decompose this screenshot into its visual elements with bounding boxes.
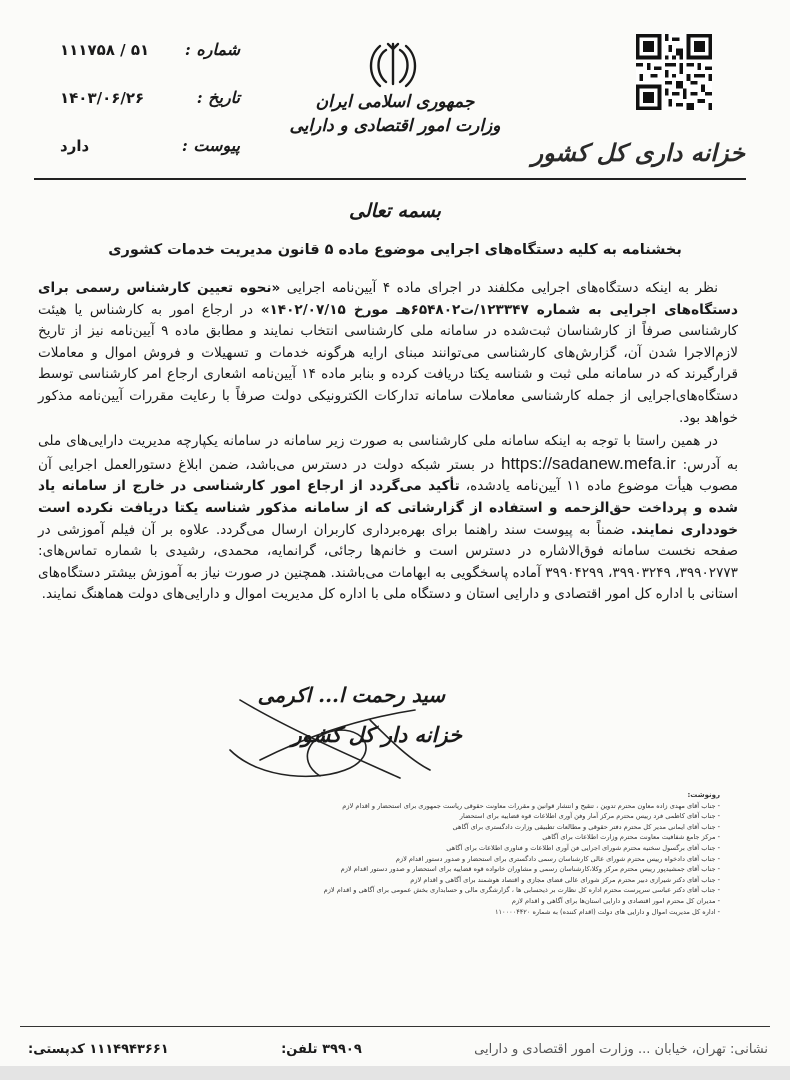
copy-recipient: - جناب آقای کاظمی فرد رییس محترم مرکز آمار وفن آوری اطلاعات قوه قضاییه برای استحضار: [459, 812, 720, 821]
phone-label: تلفن:: [281, 1042, 318, 1057]
phone-value: ۳۹۹۰۹: [322, 1042, 362, 1057]
copy-recipient: - اداره کل مدیریت اموال و دارایی های دولت (اقدام کننده) به شماره ۱۱۰۰۰۰۴۴۲۰: [494, 907, 720, 916]
p2-emphasis: تأکید می‌گردد از ارجاع امور کارشناسی در خارج از سامانه یاد شده و پرداخت حق‌الزحمه و استفاده از گزارشاتی که از سامانه مذکور شناسه یکتا دریافت نکرده است خودداری نمایند.: [38, 478, 738, 538]
letter-number-row: [60, 40, 240, 59]
body-paragraph-2: [38, 431, 738, 606]
letter-number-label: شماره :: [184, 40, 240, 59]
p2-rest: ضمناً به پیوست سند راهنما برای بهره‌برداری کاربران ارسال می‌گردد. علاوه بر آن فیلم آموزشی در صفحه نخست سامانه فوق‌الاشاره در دسترس است و خانم‌ها رجائی، گرانمایه، محمدی، رشیدی با شماره تماس‌های: ۳۹۹۰۲۷۷۳، ۳۹۹۰۳۲۴۹، ۳۹۹۰۴۲۹۹ آماده پاسخگویی به ابهامات می‌باشند. همچنین در صورت نیاز به آموزش بیشتر دستگاه‌های استانی با اداره کل امور اقتصادی و دارایی استان و دستگاه ملی با اداره کل مدیریت اموال و دارایی‌های دولت هماهنگ نمایند.: [38, 521, 738, 603]
p1-regulation-title: «نحوه تعیین کارشناس رسمی برای دستگاه‌های اجرایی به شماره ۱۲۳۳۴۷/ت۶۵۴۸۰۲هـ مورخ ۱۴۰۲/۰۷/۱۵»: [38, 280, 738, 318]
system-url-link[interactable]: https://sadanew.mefa.ir: [501, 453, 676, 473]
attachment-label: پیوست :: [181, 136, 240, 155]
treasury-org-name: خزانه داری کل کشور: [531, 138, 745, 167]
letter-subject: بخشنامه به کلیه دستگاه‌های اجرایی موضوع ماده ۵ قانون مدیریت خدمات کشوری: [108, 242, 682, 258]
copy-recipient: - مدیران کل محترم امور اقتصادی و دارایی استان‌ها برای آگاهی و اقدام لازم: [511, 896, 720, 905]
attachment-value: دارد: [60, 137, 90, 155]
bismillah-heading: بسمه تعالی: [349, 200, 441, 222]
attachment-row: [60, 136, 240, 155]
letter-date-label: تاریخ :: [196, 88, 240, 107]
signatory-title: خزانه دار کل کشور: [291, 722, 462, 747]
iran-emblem-icon: [366, 40, 420, 90]
copy-recipient: - مرکز جامع شفافیت معاونت محترم وزارت اطلاعات برای آگاهی: [542, 833, 720, 842]
postal-code: [28, 1042, 169, 1057]
phone: [281, 1042, 362, 1057]
footer-divider: [20, 1026, 770, 1027]
copy-recipient: - جناب آقای مهدی زاده معاون محترم تدوین ، تنقیح و انتشار قوانین و مقررات معاونت حقوقی ریاست جمهوری برای استحضار و اقدام لازم: [342, 801, 720, 810]
letter-date-value: ۱۴۰۳/۰۶/۲۶: [60, 89, 145, 107]
copies-heading: رونوشت:: [687, 791, 720, 799]
postal-code-label: کدپستی:: [28, 1042, 85, 1057]
p2-middle: در بستر شبکه دولت در دسترس می‌باشد، ضمن ابلاغ دستورالعمل اجرایی آن مصوب هیأت موضوع ماده ۱۱ آیین‌نامه یادشده،: [38, 456, 738, 495]
copy-recipient: - جناب آقای ایمانی مدیر کل محترم دفتر حقوقی و مطالعات تطبیقی وزارت دادگستری برای آگاهی: [452, 822, 720, 831]
header-divider: [34, 178, 746, 180]
letter-body: [38, 278, 738, 606]
letter-footer: [28, 1042, 768, 1057]
copy-recipient: - جناب آقای دکتر عباسی سرپرست محترم اداره کل نظارت بر ذیحسابی ها ، گزارشگری مالی و حسابداری بخش عمومی برای آگاهی و اقدام لازم: [323, 886, 720, 895]
p1-intro: نظر به اینکه دستگاه‌های اجرایی مکلفند در اجرای ماده ۴ آیین‌نامه اجرایی: [280, 280, 718, 296]
copies-list: [300, 790, 720, 917]
copy-recipient: - جناب آقای جمشیدپور رییس محترم مرکز وکلا،کارشناسان رسمی و مشاوران خانواده قوه قضاییه برای استحضار و صدور دستور اقدام لازم: [340, 865, 720, 874]
bottom-band: [0, 1066, 790, 1080]
letter-date-row: [60, 88, 240, 107]
postal-code-value: ۱۱۱۴۹۴۳۶۶۱: [89, 1042, 169, 1057]
body-paragraph-1: [38, 278, 738, 429]
copy-recipient: - جناب آقای برگسول سخنیه محترم شورای اجرایی فن آوری اطلاعات و فناوری اطلاعات برای آگاهی: [446, 843, 720, 852]
ministry-name: وزارت امور اقتصادی و دارایی: [289, 116, 501, 136]
government-name: جمهوری اسلامی ایران: [315, 92, 475, 112]
letter-number-value: ۵۱ / ۱۱۱۷۵۸: [60, 41, 150, 59]
qr-code-icon: [636, 34, 712, 110]
copy-recipient: - جناب آقای دادخواه رییس محترم شورای عالی کارشناسان رسمی دادگستری برای استحضار و صدور دستور اقدام لازم: [395, 854, 720, 863]
address: نشانی: تهران، خیابان ... وزارت امور اقتصادی و دارایی: [474, 1042, 768, 1057]
p2-intro: در همین راستا با توجه به اینکه سامانه ملی کارشناسی به صورت زیر سامانه در سامانه یکپارچه مدیریت دارایی‌های ملی به آدرس:: [38, 433, 738, 473]
copy-recipient: - جناب آقای دکتر شیرازی دبیر محترم مرکز شورای عالی فضای مجازی و اقتصاد هوشمند برای آگاهی و اقدام لازم: [410, 875, 720, 884]
signatory-name: سید رحمت ا... اکرمی: [257, 683, 445, 707]
p1-rest: در ارجاع امور به کارشناس یا هیئت کارشناسی صرفاً از کارشناسان ثبت‌شده در سامانه ملی کارشناسی انتخاب نمایند و مطابق ماده ۹ آیین‌نامه نیز از تاریخ لازم‌الاجرا شدن آن، گزارش‌های کارشناسی می‌توانند مبنای ارایه هرگونه خدمات و تسهیلات و فروش اموال و معاملات قرارگیرند که در سامانه ملی ثبت و شناسه یکتا دریافت کرده و بنابر ماده ۱۴ آیین‌نامه اشعاری ارجاع امر کارشناسی توسط دستگاه‌های‌اجرایی از جمله کارشناسی معاملات سامانه تدارکات الکترونیکی دولت صرفاً با رعایت مقررات آیین‌نامه مذکور خواهد بود.: [38, 301, 738, 426]
